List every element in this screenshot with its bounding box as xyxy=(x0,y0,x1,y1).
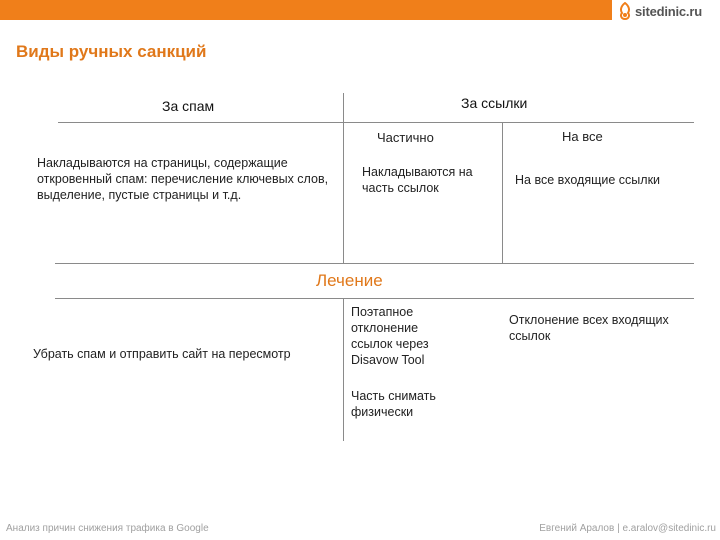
vertical-divider-partial-all xyxy=(502,122,503,263)
column-header-links: За ссылки xyxy=(461,95,528,111)
cell-partial-treatment-1: Поэтапное отклонение ссылок через Disavow Tool xyxy=(351,305,429,367)
subheader-all: На все xyxy=(562,129,603,144)
cell-spam-description: Накладываются на страницы, содержащие откровенный спам: перечисление ключевых слов, выделение, пустые страницы и т.д. xyxy=(37,156,329,202)
column-header-spam: За спам xyxy=(162,98,215,114)
vertical-divider-top xyxy=(343,93,344,263)
footer xyxy=(0,519,720,540)
subheader-partial: Частично xyxy=(377,130,434,145)
cell-all-treatment: Отклонение всех входящих ссылок xyxy=(509,313,669,343)
treatment-heading: Лечение xyxy=(316,271,383,290)
brand-name: sitedinic.ru xyxy=(635,3,702,19)
footer-right-text: Евгений Аралов | e.aralov@sitedinic.ru xyxy=(539,523,716,534)
divider-after-treatment xyxy=(55,298,694,299)
divider-before-treatment xyxy=(55,263,694,264)
divider-spam-header xyxy=(58,122,344,123)
cell-partial-description: Накладываются на часть ссылок xyxy=(362,165,473,195)
page-title: Виды ручных санкций xyxy=(16,42,207,61)
sitedinic-logo-icon xyxy=(618,2,632,20)
cell-all-description: На все входящие ссылки xyxy=(515,173,661,187)
divider-links-header xyxy=(344,122,694,123)
vertical-divider-bottom xyxy=(343,298,344,441)
top-accent-bar xyxy=(0,0,612,20)
cell-partial-treatment-2: Часть снимать физически xyxy=(351,389,436,419)
brand-logo xyxy=(618,0,720,22)
footer-left-text: Анализ причин снижения трафика в Google xyxy=(6,523,209,534)
cell-spam-treatment: Убрать спам и отправить сайт на пересмотр xyxy=(33,347,291,361)
